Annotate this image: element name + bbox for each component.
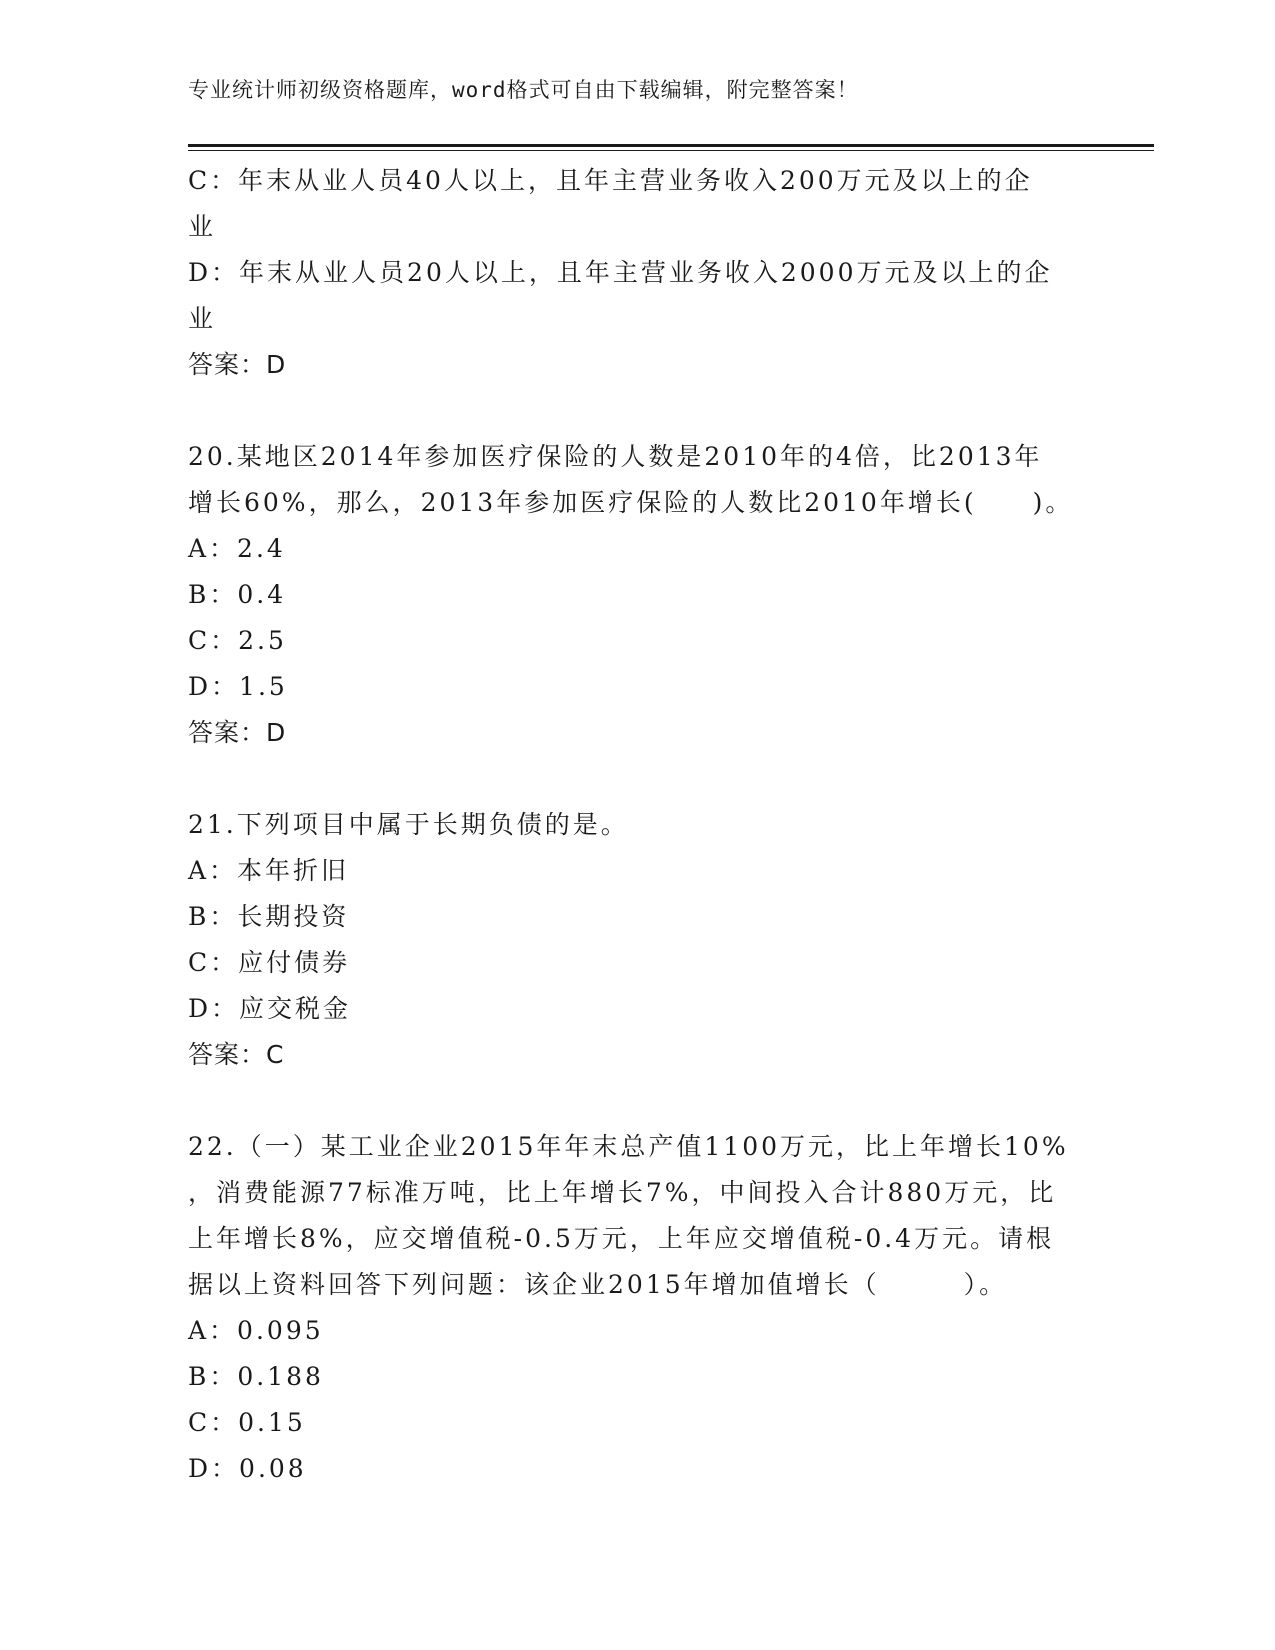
q21-option-b: B：长期投资 (188, 902, 350, 931)
q20-option-b: B：0.4 (188, 580, 287, 609)
q20-option-a: A：2.4 (188, 534, 286, 563)
q22-stem-line4: 据以上资料回答下列问题：该企业2015年增加值增长（ ）。 (188, 1270, 1008, 1299)
document-body (188, 158, 1088, 1492)
question-21 (188, 802, 1088, 1078)
q20-stem-line1: 20.某地区2014年参加医疗保险的人数是2010年的4倍，比2013年 (188, 442, 1043, 471)
q22-option-b: B：0.188 (188, 1362, 324, 1391)
q22-stem-line2: ，消费能源77标准万吨，比上年增长7%，中间投入合计880万元，比 (188, 1178, 1057, 1207)
q20-answer: 答案：D (188, 718, 287, 747)
q22-option-a: A：0.095 (188, 1316, 324, 1345)
q21-option-a: A：本年折旧 (188, 856, 350, 885)
q20-option-c: C：2.5 (188, 626, 287, 655)
q19-option-d-line1: D：年末从业人员20人以上，且年主营业务收入2000万元及以上的企 (188, 258, 1053, 287)
q21-answer: 答案：C (188, 1040, 285, 1069)
header-rule-thin (188, 150, 1154, 151)
question-19 (188, 158, 1088, 388)
q21-option-d: D：应交税金 (188, 994, 352, 1023)
q19-option-c-line2: 业 (188, 212, 217, 241)
question-22 (188, 1124, 1088, 1492)
q19-answer: 答案：D (188, 350, 287, 379)
q22-stem-line1: 22.（一）某工业企业2015年年末总产值1100万元，比上年增长10% (188, 1132, 1069, 1161)
q22-option-d: D：0.08 (188, 1454, 307, 1483)
q20-option-d: D：1.5 (188, 672, 288, 701)
question-20 (188, 434, 1088, 756)
page-header: 专业统计师初级资格题库，word格式可自由下载编辑，附完整答案！ (188, 78, 859, 102)
q22-stem-line3: 上年增长8%，应交增值税-0.5万元，上年应交增值税-0.4万元。请根 (188, 1224, 1055, 1253)
q19-option-c-line1: C：年末从业人员40人以上，且年主营业务收入200万元及以上的企 (188, 166, 1033, 195)
q21-option-c: C：应付债券 (188, 948, 351, 977)
q19-option-d-line2: 业 (188, 304, 217, 333)
header-rule-thick (188, 144, 1154, 147)
q20-stem-line2: 增长60%，那么，2013年参加医疗保险的人数比2010年增长( )。 (188, 488, 1074, 517)
q22-option-c: C：0.15 (188, 1408, 306, 1437)
q21-stem: 21.下列项目中属于长期负债的是。 (188, 810, 629, 839)
